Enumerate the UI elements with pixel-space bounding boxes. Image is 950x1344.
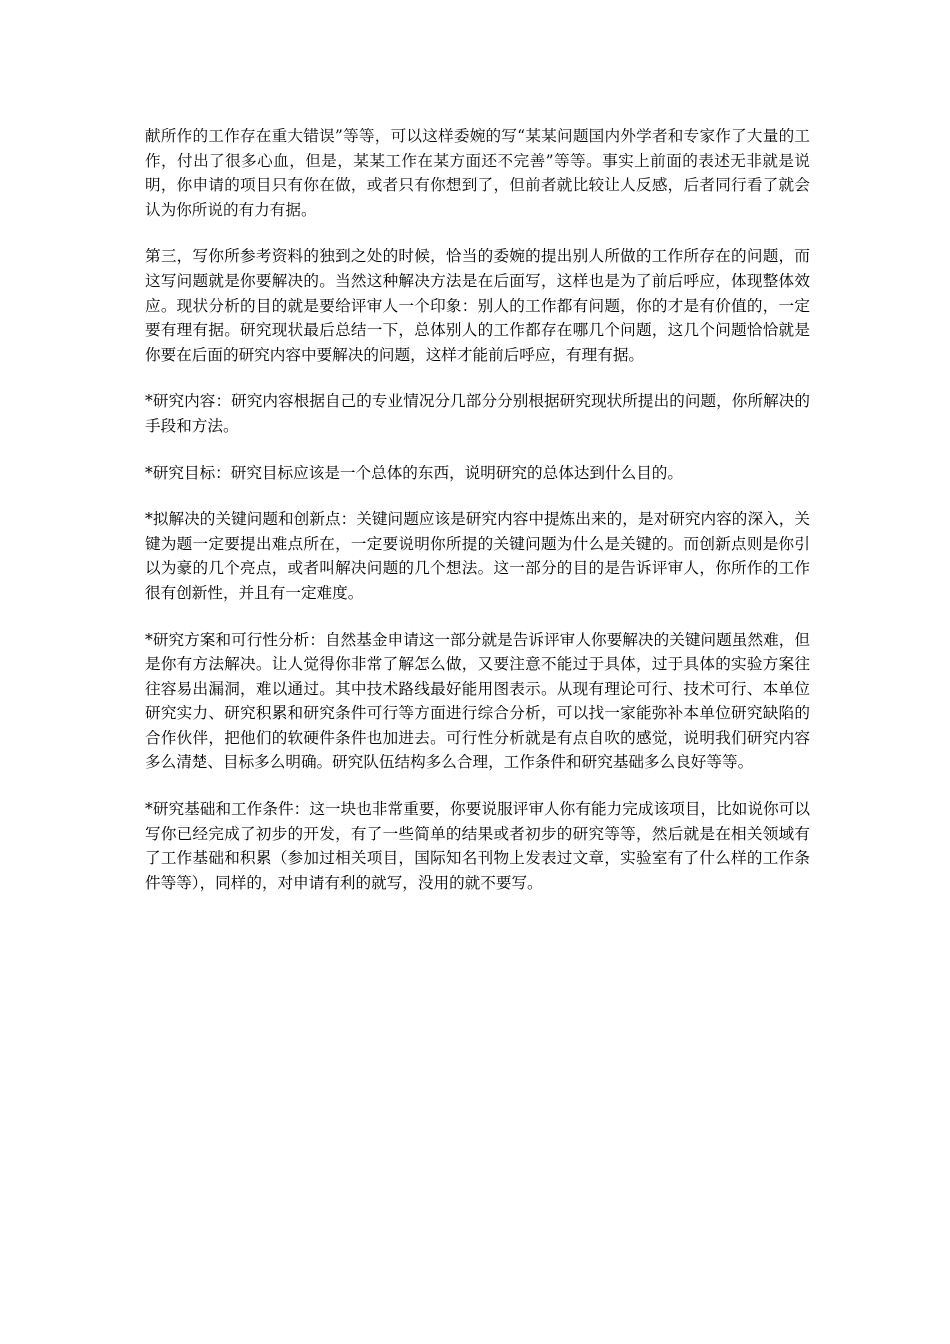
document-body [145,124,810,917]
paragraph-research-goal: *研究目标：研究目标应该是一个总体的东西，说明研究的总体达到什么目的。 [145,463,683,482]
paragraph-intro-continuation: 献所作的工作存在重大错误”等等，可以这样委婉的写“某某问题国内外学者和专家作了大量的工作，付出了很多心血，但是，某某工作在某方面还不完善”等等。事实上前面的表述无非就是说明，你申请的项目只有你在做，或者只有你想到了，但前者就比较让人反感，后者同行看了就会认为你所说的有力有据。 [145,127,810,219]
paragraph-research-basis: *研究基础和工作条件：这一块也非常重要，你要说服评审人你有能力完成该项目，比如说你可以写你已经完成了初步的开发，有了一些简单的结果或者初步的研究等等，然后就是在相关领域有了工作基础和积累（参加过相关项目，国际知名刊物上发表过文章，实验室有了什么样的工作条件等等），同样的，对申请有利的就写，没用的就不要写。 [145,800,810,892]
paragraph-research-content: *研究内容：研究内容根据自己的专业情况分几部分分别根据研究现状所提出的问题，你所解决的手段和方法。 [145,392,810,435]
paragraph-feasibility: *研究方案和可行性分析：自然基金申请这一部分就是告诉评审人你要解决的关键问题虽然难，但是你有方法解决。让人觉得你非常了解怎么做，又要注意不能过于具体，过于具体的实验方案往往容易出漏洞，难以通过。其中技术路线最好能用图表示。从现有理论可行、技术可行、本单位研究实力、研究积累和研究条件可行等方面进行综合分析，可以找一家能弥补本单位研究缺陷的合作伙伴，把他们的软硬件条件也加进去。可行性分析就是有点自吹的感觉，说明我们研究内容多么清楚、目标多么明确。研究队伍结构多么合理，工作条件和研究基础多么良好等等。 [145,630,810,772]
paragraph-third-point: 第三，写你所参考资料的独到之处的时候，恰当的委婉的提出别人所做的工作所存在的问题，而这写问题就是你要解决的。当然这种解决方法是在后面写，这样也是为了前后呼应，体现整体效应。现状分析的目的就是要给评审人一个印象：别人的工作都有问题，你的才是有价值的，一定要有理有据。研究现状最后总结一下，总体别人的工作都存在哪几个问题，这几个问题恰恰就是你要在后面的研究内容中要解决的问题，这样才能前后呼应，有理有据。 [145,247,810,364]
paragraph-key-problems: *拟解决的关键问题和创新点：关键问题应该是研究内容中提炼出来的，是对研究内容的深入，关键为题一定要提出难点所在，一定要说明你所提的关键问题为什么是关键的。而创新点则是你引以为豪的几个亮点，或者叫解决问题的几个想法。这一部分的目的是告诉评审人，你所作的工作很有创新性，并且有一定难度。 [145,510,810,602]
